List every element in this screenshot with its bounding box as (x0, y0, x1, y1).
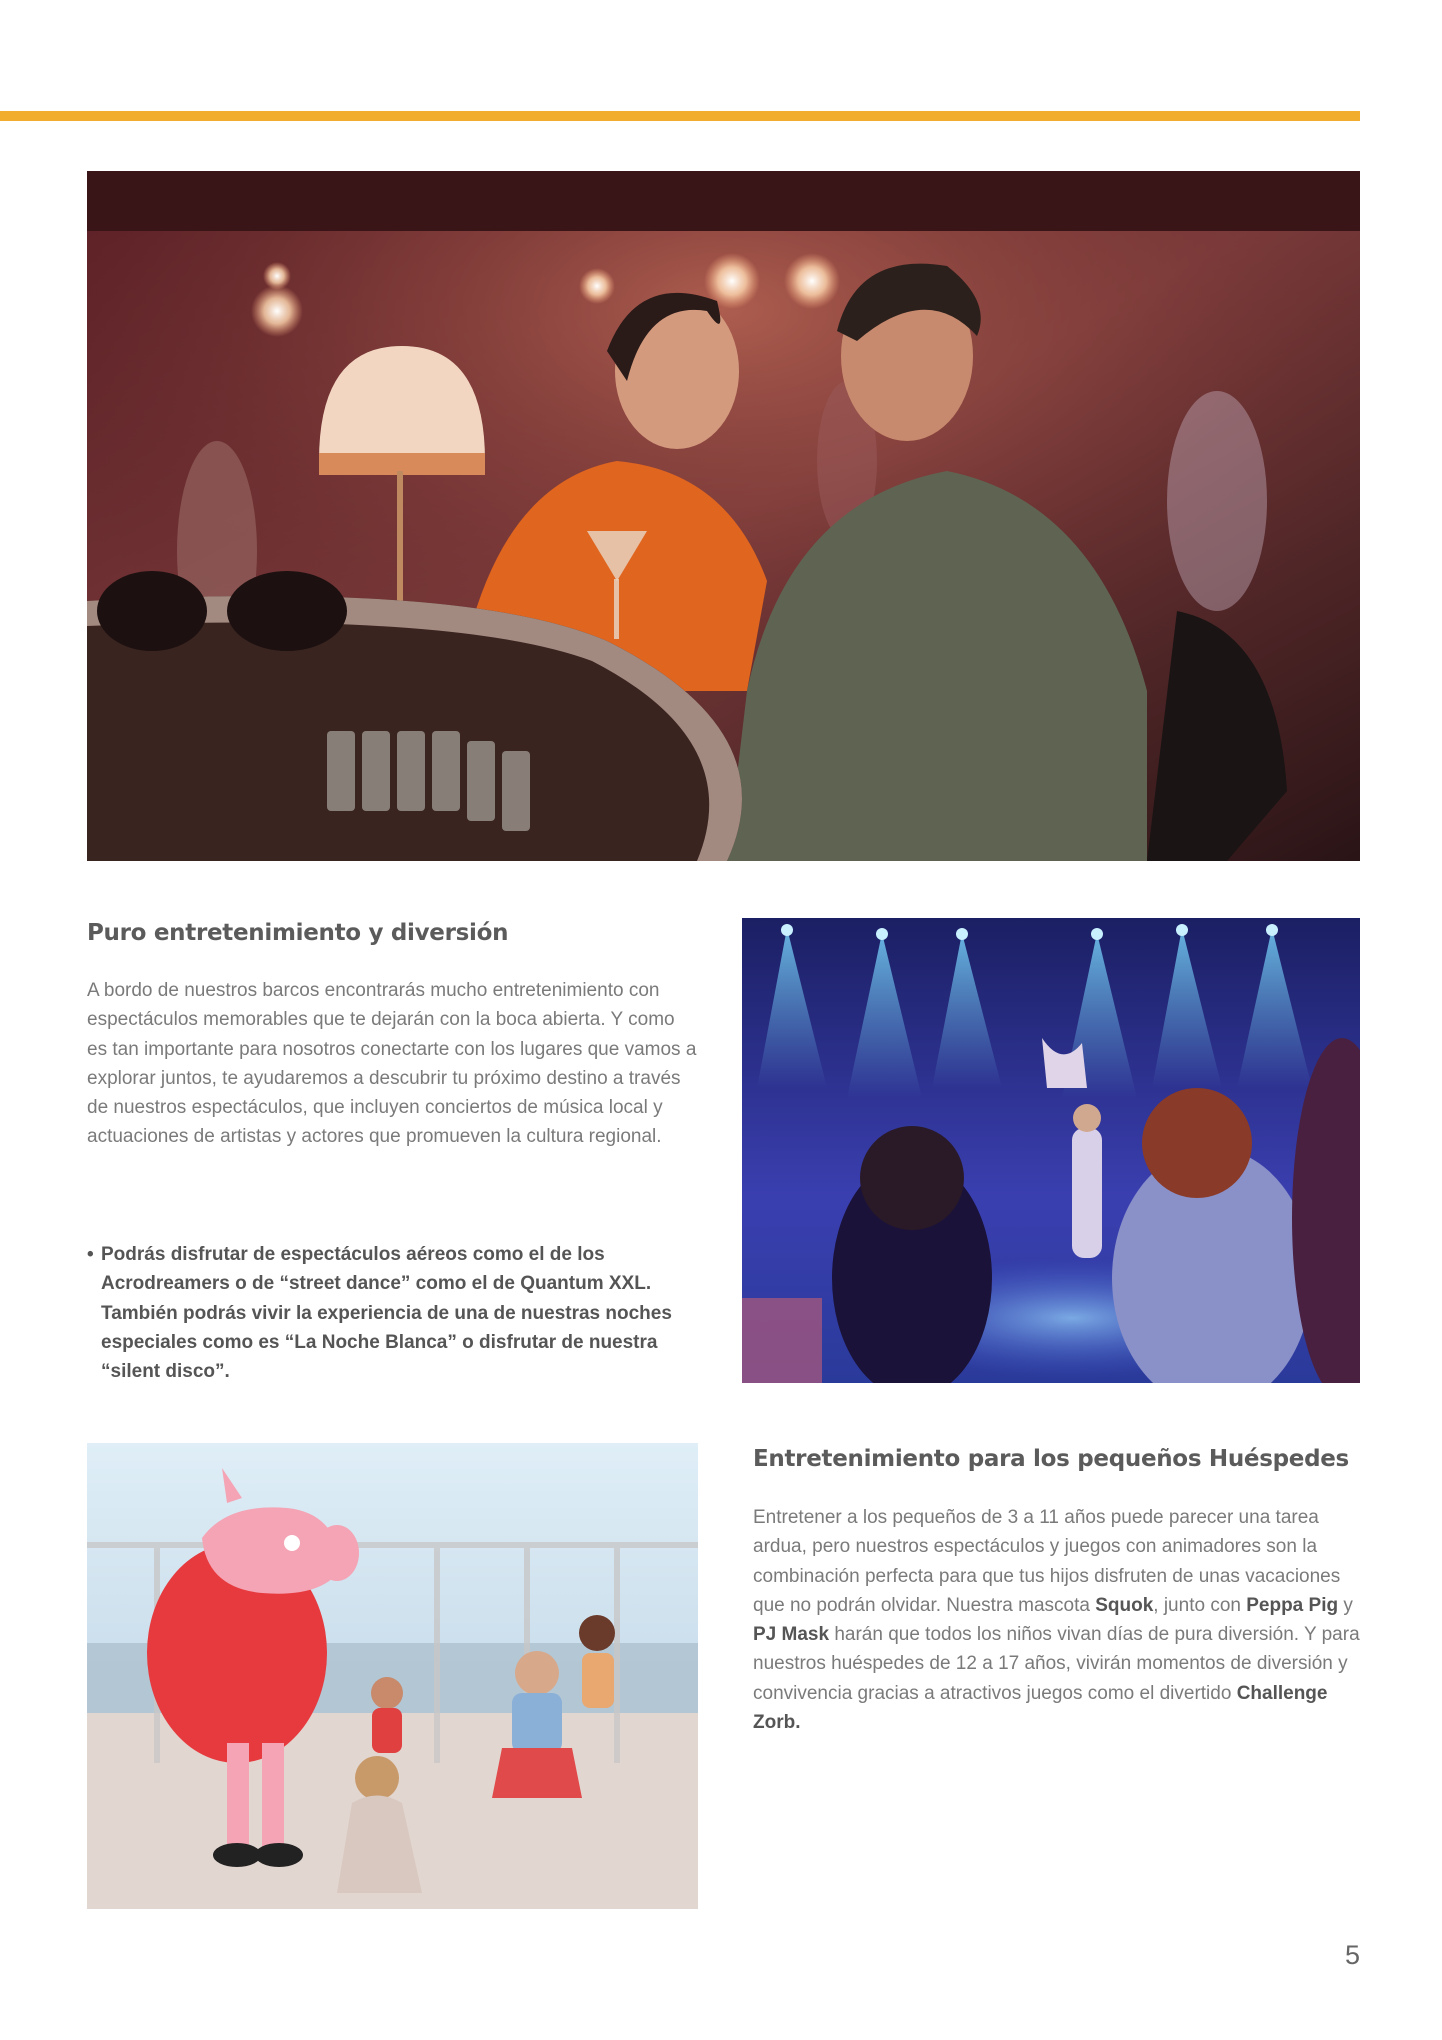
section-title-kids: Entretenimiento para los pequeños Huéspedes (753, 1446, 1349, 1472)
pj-mask-name: PJ Mask (753, 1624, 830, 1646)
peppa-pig-name: Peppa Pig (1246, 1594, 1339, 1616)
accent-rule (0, 111, 1360, 121)
section-title-entertainment: Puro entretenimiento y diversión (87, 920, 509, 946)
aerial-show-photo (742, 918, 1360, 1383)
squok-name: Squok (1095, 1594, 1154, 1616)
kids-text-3: y (1338, 1594, 1353, 1616)
kids-paragraph (753, 1503, 1363, 1737)
kids-text-4: harán que todos los niños vivan días de pura diversión. Y para nuestros huéspedes de 12 a 17 años, vivirán momentos de diversión y convivencia gracias a atractivos juegos como el divertido (753, 1624, 1360, 1704)
page-number: 5 (1344, 1940, 1360, 1970)
kids-text-2: , junto con (1153, 1594, 1247, 1616)
peppa-pig-kids-photo (87, 1443, 698, 1909)
challenge-zorb-name: Challenge Zorb. (753, 1682, 1328, 1734)
bullet-marker: • (87, 1244, 94, 1265)
bar-couple-photo (87, 171, 1360, 861)
entertainment-paragraph: A bordo de nuestros barcos encontrarás mucho entretenimiento con espectáculos memorables que te dejarán con la boca abierta. Y como es tan importante para nosotros conectarte con los lugares que vamos a explorar juntos, te ayudaremos a descubrir tu próximo destino a través de nuestros espectáculos, que incluyen conciertos de música local y actuaciones de artistas y actores que promueven la cultura regional. (87, 980, 697, 1148)
entertainment-bullet (87, 1240, 711, 1386)
bullet-text: Podrás disfrutar de espectáculos aéreos como el de los Acrodreamers o de “street dance” como el de Quantum XXL. También podrás vivir la experiencia de una de nuestras noches especiales como es “La Noche Blanca” o disfrutar de nuestra “silent disco”. (101, 1244, 672, 1383)
kids-text-1: Entretener a los pequeños de 3 a 11 años puede parecer una tarea ardua, pero nuestros espectáculos y juegos con animadores son la combinación perfecta para que tus hijos disfruten de unas vacaciones que no podrán olvidar. Nuestra mascota (753, 1507, 1341, 1616)
